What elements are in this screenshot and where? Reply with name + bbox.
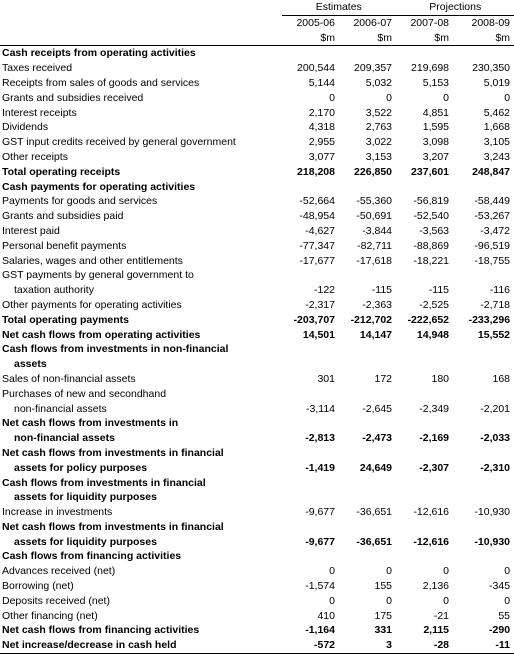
- row-label: assets for policy purposes: [14, 461, 148, 474]
- table-row: [0, 402, 514, 417]
- row-label: non-financial assets: [14, 402, 107, 415]
- row-value: 4,851: [422, 106, 450, 119]
- row-value: -1,574: [305, 580, 335, 593]
- row-value: -2,317: [305, 298, 335, 311]
- row-value: 1,668: [483, 121, 511, 134]
- row-value: 3: [339, 638, 396, 653]
- year-header-row: [0, 15, 514, 30]
- row-value: [339, 416, 396, 431]
- row-value: 24,649: [359, 461, 393, 474]
- row-label: GST payments by general government to: [2, 269, 194, 282]
- row-value: 237,601: [411, 165, 450, 178]
- row-value: 3,243: [483, 150, 511, 163]
- total-row: [0, 638, 514, 653]
- row-value: -48,954: [299, 210, 335, 223]
- table-row: [0, 61, 514, 76]
- row-label: Net cash flows from investments in financial: [2, 520, 224, 533]
- row-value: [282, 268, 339, 283]
- unit-header-row: [0, 31, 514, 46]
- unit-header: $m: [396, 31, 453, 46]
- total-row: [0, 535, 514, 550]
- row-value: -28: [396, 638, 453, 653]
- row-value: -1,419: [305, 461, 335, 474]
- section-row: [0, 342, 514, 357]
- row-value: [282, 476, 339, 491]
- row-value: [282, 387, 339, 402]
- row-value: 5,032: [365, 76, 393, 89]
- row-value: -50,691: [356, 210, 393, 223]
- total-row: [0, 165, 514, 180]
- row-value: -9,677: [305, 506, 335, 519]
- row-label: Cash flows from investments in non-financial: [2, 343, 229, 356]
- row-value: [282, 357, 339, 372]
- table-row: [0, 372, 514, 387]
- row-value: [396, 476, 453, 491]
- section-row: [0, 46, 514, 61]
- estimates-header: Estimates: [282, 0, 396, 15]
- unit-header: $m: [339, 31, 396, 46]
- row-value: -17,677: [299, 254, 335, 267]
- table-row: [0, 609, 514, 624]
- row-label: Deposits received (net): [2, 594, 110, 607]
- row-value: -36,651: [356, 506, 393, 519]
- row-value: -82,711: [357, 239, 393, 252]
- section-row: [0, 180, 514, 195]
- row-value: -2,349: [419, 402, 450, 415]
- row-value: -290: [489, 624, 511, 637]
- table-row: [0, 76, 514, 91]
- row-label: GST input credits received by general government: [2, 136, 236, 149]
- row-value: 219,698: [411, 62, 450, 75]
- table-row: [0, 283, 514, 298]
- row-label: Advances received (net): [2, 565, 116, 578]
- row-value: 5,019: [483, 76, 511, 89]
- unit-header: $m: [282, 31, 339, 46]
- row-value: -203,707: [293, 313, 335, 326]
- row-value: 331: [374, 624, 393, 637]
- table-row: [0, 579, 514, 594]
- row-value: [396, 180, 453, 195]
- row-value: 3,207: [422, 150, 450, 163]
- row-value: -18,755: [474, 254, 511, 267]
- row-value: [396, 387, 453, 402]
- row-label: non-financial assets: [14, 432, 115, 445]
- total-row: [0, 416, 514, 431]
- row-value: -4,627: [305, 224, 335, 237]
- row-value: -3,472: [480, 224, 511, 237]
- row-value: -9,677: [305, 535, 335, 548]
- row-value: -10,930: [474, 535, 511, 548]
- row-value: [282, 490, 339, 505]
- row-label: Cash flows from investments in financial: [2, 476, 206, 489]
- row-label: Net increase/decrease in cash held: [0, 638, 282, 653]
- row-value: -212,702: [350, 313, 393, 326]
- section-row: [0, 549, 514, 564]
- row-label: Net cash flows from financing activities: [2, 624, 200, 637]
- row-value: 3,153: [365, 150, 393, 163]
- row-value: -11: [453, 638, 514, 653]
- row-value: 248,847: [472, 165, 511, 178]
- row-value: [396, 416, 453, 431]
- row-value: -21: [433, 609, 450, 622]
- row-label: Receipts from sales of goods and services: [2, 76, 200, 89]
- row-value: [453, 416, 514, 431]
- row-label: Increase in investments: [2, 506, 113, 519]
- row-label: taxation authority: [14, 284, 94, 297]
- row-value: 5,153: [422, 76, 450, 89]
- table-row: [0, 135, 514, 150]
- row-value: -222,652: [407, 313, 450, 326]
- row-value: 209,357: [354, 62, 393, 75]
- row-value: 0: [329, 91, 335, 104]
- table-row: [0, 194, 514, 209]
- row-value: -52,664: [299, 195, 335, 208]
- row-value: -116: [489, 284, 511, 297]
- row-value: -2,813: [305, 432, 335, 445]
- row-value: [396, 490, 453, 505]
- total-row: [0, 431, 514, 446]
- row-value: -2,310: [480, 461, 511, 474]
- total-row: [0, 328, 514, 343]
- row-label: Taxes received: [2, 62, 73, 75]
- row-value: -572: [282, 638, 339, 653]
- row-value: -53,267: [474, 210, 511, 223]
- row-label: Net cash flows from operating activities: [2, 328, 201, 341]
- row-value: [339, 520, 396, 535]
- total-row: [0, 520, 514, 535]
- row-label: Grants and subsidies paid: [2, 210, 124, 223]
- row-value: 55: [498, 609, 511, 622]
- row-label: Cash flows from financing activities: [2, 550, 182, 563]
- row-value: [396, 520, 453, 535]
- row-label: Interest paid: [2, 224, 60, 237]
- row-value: -2,169: [419, 432, 450, 445]
- row-label: Net cash flows from investments in financial: [2, 446, 224, 459]
- row-label: Sales of non-financial assets: [2, 372, 136, 385]
- row-value: 172: [374, 372, 393, 385]
- row-value: 1,595: [422, 121, 450, 134]
- row-value: [396, 268, 453, 283]
- year-header: 2007-08: [396, 15, 453, 30]
- row-value: 2,763: [365, 121, 393, 134]
- row-label: Dividends: [2, 121, 49, 134]
- row-value: 0: [443, 565, 450, 578]
- row-value: 15,552: [477, 328, 511, 341]
- table-row: [0, 594, 514, 609]
- table-row: [0, 298, 514, 313]
- row-value: -3,844: [362, 224, 393, 237]
- row-value: 0: [504, 91, 511, 104]
- row-value: 2,136: [422, 580, 450, 593]
- table-row: [0, 505, 514, 520]
- row-value: 4,318: [308, 121, 335, 134]
- row-label: Grants and subsidies received: [2, 91, 144, 104]
- row-value: 0: [329, 594, 335, 607]
- table-row: [0, 91, 514, 106]
- row-value: [339, 46, 396, 61]
- row-value: [282, 180, 339, 195]
- row-value: -115: [428, 284, 450, 297]
- row-value: 0: [386, 565, 393, 578]
- section-row: [0, 357, 514, 372]
- row-value: [453, 46, 514, 61]
- row-value: 14,501: [302, 328, 335, 341]
- row-label: Payments for goods and services: [2, 195, 158, 208]
- row-value: -233,296: [468, 313, 511, 326]
- row-value: -2,525: [419, 298, 450, 311]
- row-value: [282, 46, 339, 61]
- row-value: -122: [313, 284, 335, 297]
- row-value: 0: [443, 594, 450, 607]
- table-row: [0, 150, 514, 165]
- row-value: [339, 549, 396, 564]
- row-value: [339, 180, 396, 195]
- row-label: Salaries, wages and other entitlements: [2, 254, 183, 267]
- row-value: -3,114: [306, 402, 335, 415]
- row-value: 218,208: [297, 165, 335, 178]
- row-value: -2,645: [362, 402, 393, 415]
- row-value: [282, 520, 339, 535]
- row-value: 2,170: [308, 106, 335, 119]
- row-value: [453, 387, 514, 402]
- row-value: -2,307: [419, 461, 450, 474]
- row-value: 168: [492, 372, 511, 385]
- row-value: 180: [431, 372, 450, 385]
- table-row: [0, 564, 514, 579]
- row-value: -345: [489, 580, 511, 593]
- row-label: assets for liquidity purposes: [14, 535, 157, 548]
- row-value: -1,164: [305, 624, 335, 637]
- row-value: 3,022: [365, 136, 393, 149]
- projections-header: Projections: [396, 0, 514, 15]
- row-value: -10,930: [474, 506, 511, 519]
- row-value: 0: [504, 594, 511, 607]
- row-value: [396, 549, 453, 564]
- row-value: 2,955: [308, 136, 335, 149]
- row-label: Other receipts: [2, 150, 68, 163]
- row-value: [339, 490, 396, 505]
- row-value: -2,473: [362, 432, 393, 445]
- row-label: Purchases of new and secondhand: [2, 387, 167, 400]
- table-row: [0, 209, 514, 224]
- row-value: 230,350: [472, 62, 511, 75]
- row-value: [453, 180, 514, 195]
- row-value: 3,077: [308, 150, 335, 163]
- row-value: [453, 342, 514, 357]
- row-value: -36,651: [356, 535, 393, 548]
- row-value: -2,363: [362, 298, 393, 311]
- row-label: Total operating payments: [2, 313, 129, 326]
- table-row: [0, 254, 514, 269]
- row-value: [282, 416, 339, 431]
- year-header: 2006-07: [339, 15, 396, 30]
- row-value: 14,147: [359, 328, 393, 341]
- row-value: [453, 520, 514, 535]
- row-value: -96,519: [474, 239, 511, 252]
- row-value: [453, 490, 514, 505]
- row-label: Interest receipts: [2, 106, 77, 119]
- year-header: 2008-09: [453, 15, 514, 30]
- section-row: [0, 490, 514, 505]
- row-label: assets: [14, 358, 47, 371]
- row-value: [453, 476, 514, 491]
- row-value: [453, 446, 514, 461]
- row-value: 5,462: [483, 106, 511, 119]
- year-header: 2005-06: [282, 15, 339, 30]
- row-value: [453, 549, 514, 564]
- row-value: 3,098: [422, 136, 450, 149]
- row-label: Cash payments for operating activities: [2, 180, 196, 193]
- row-value: -115: [371, 284, 393, 297]
- row-value: [282, 342, 339, 357]
- row-value: -2,718: [480, 298, 511, 311]
- row-value: [396, 357, 453, 372]
- group-header-row: [0, 0, 514, 15]
- row-value: -52,540: [413, 210, 450, 223]
- table-row: [0, 224, 514, 239]
- row-label: Borrowing (net): [2, 580, 74, 593]
- total-row: [0, 623, 514, 638]
- row-value: 410: [317, 609, 335, 622]
- row-value: [339, 357, 396, 372]
- row-value: -58,449: [474, 195, 511, 208]
- row-value: 14,948: [416, 328, 450, 341]
- row-value: 175: [374, 609, 393, 622]
- table-row: [0, 120, 514, 135]
- row-value: [339, 446, 396, 461]
- table-row: [0, 106, 514, 121]
- table-row: [0, 239, 514, 254]
- row-value: 2,115: [423, 624, 450, 637]
- row-value: 3,522: [365, 106, 393, 119]
- row-value: [396, 46, 453, 61]
- row-value: 226,850: [354, 165, 393, 178]
- row-label: Net cash flows from investments in: [2, 417, 179, 430]
- row-value: [339, 387, 396, 402]
- row-value: 155: [374, 580, 393, 593]
- row-label: Cash receipts from operating activities: [2, 47, 196, 60]
- row-label: Other payments for operating activities: [2, 298, 182, 311]
- row-value: -2,033: [480, 432, 511, 445]
- row-value: 3,105: [483, 136, 511, 149]
- row-label: Personal benefit payments: [2, 239, 127, 252]
- row-value: 301: [317, 372, 335, 385]
- table-row: [0, 268, 514, 283]
- section-row: [0, 476, 514, 491]
- row-value: 0: [386, 594, 393, 607]
- unit-header: $m: [453, 31, 514, 46]
- row-value: -18,221: [413, 254, 450, 267]
- row-label: assets for liquidity purposes: [14, 491, 157, 504]
- row-value: -12,616: [413, 535, 450, 548]
- row-value: 0: [329, 565, 335, 578]
- row-label: Total operating receipts: [2, 165, 121, 178]
- row-value: [282, 446, 339, 461]
- row-value: [282, 549, 339, 564]
- row-value: -88,869: [413, 239, 450, 252]
- row-value: 5,144: [308, 76, 335, 89]
- row-value: [396, 342, 453, 357]
- row-value: -2,201: [480, 402, 511, 415]
- total-row: [0, 313, 514, 328]
- row-value: [339, 342, 396, 357]
- total-row: [0, 461, 514, 476]
- row-value: [339, 268, 396, 283]
- row-value: [453, 268, 514, 283]
- row-value: -17,618: [356, 254, 393, 267]
- row-value: 0: [504, 565, 511, 578]
- row-value: [453, 357, 514, 372]
- row-value: -77,347: [299, 239, 335, 252]
- row-value: -12,616: [413, 506, 450, 519]
- total-row: [0, 446, 514, 461]
- row-value: -56,819: [413, 195, 450, 208]
- row-value: 0: [443, 91, 450, 104]
- table-body: [0, 46, 514, 654]
- row-value: -3,563: [419, 224, 450, 237]
- row-value: -55,360: [356, 195, 393, 208]
- row-label: Other financing (net): [2, 609, 98, 622]
- row-value: [339, 476, 396, 491]
- row-value: 200,544: [297, 62, 335, 75]
- table-row: [0, 387, 514, 402]
- row-value: [396, 446, 453, 461]
- row-value: 0: [386, 91, 393, 104]
